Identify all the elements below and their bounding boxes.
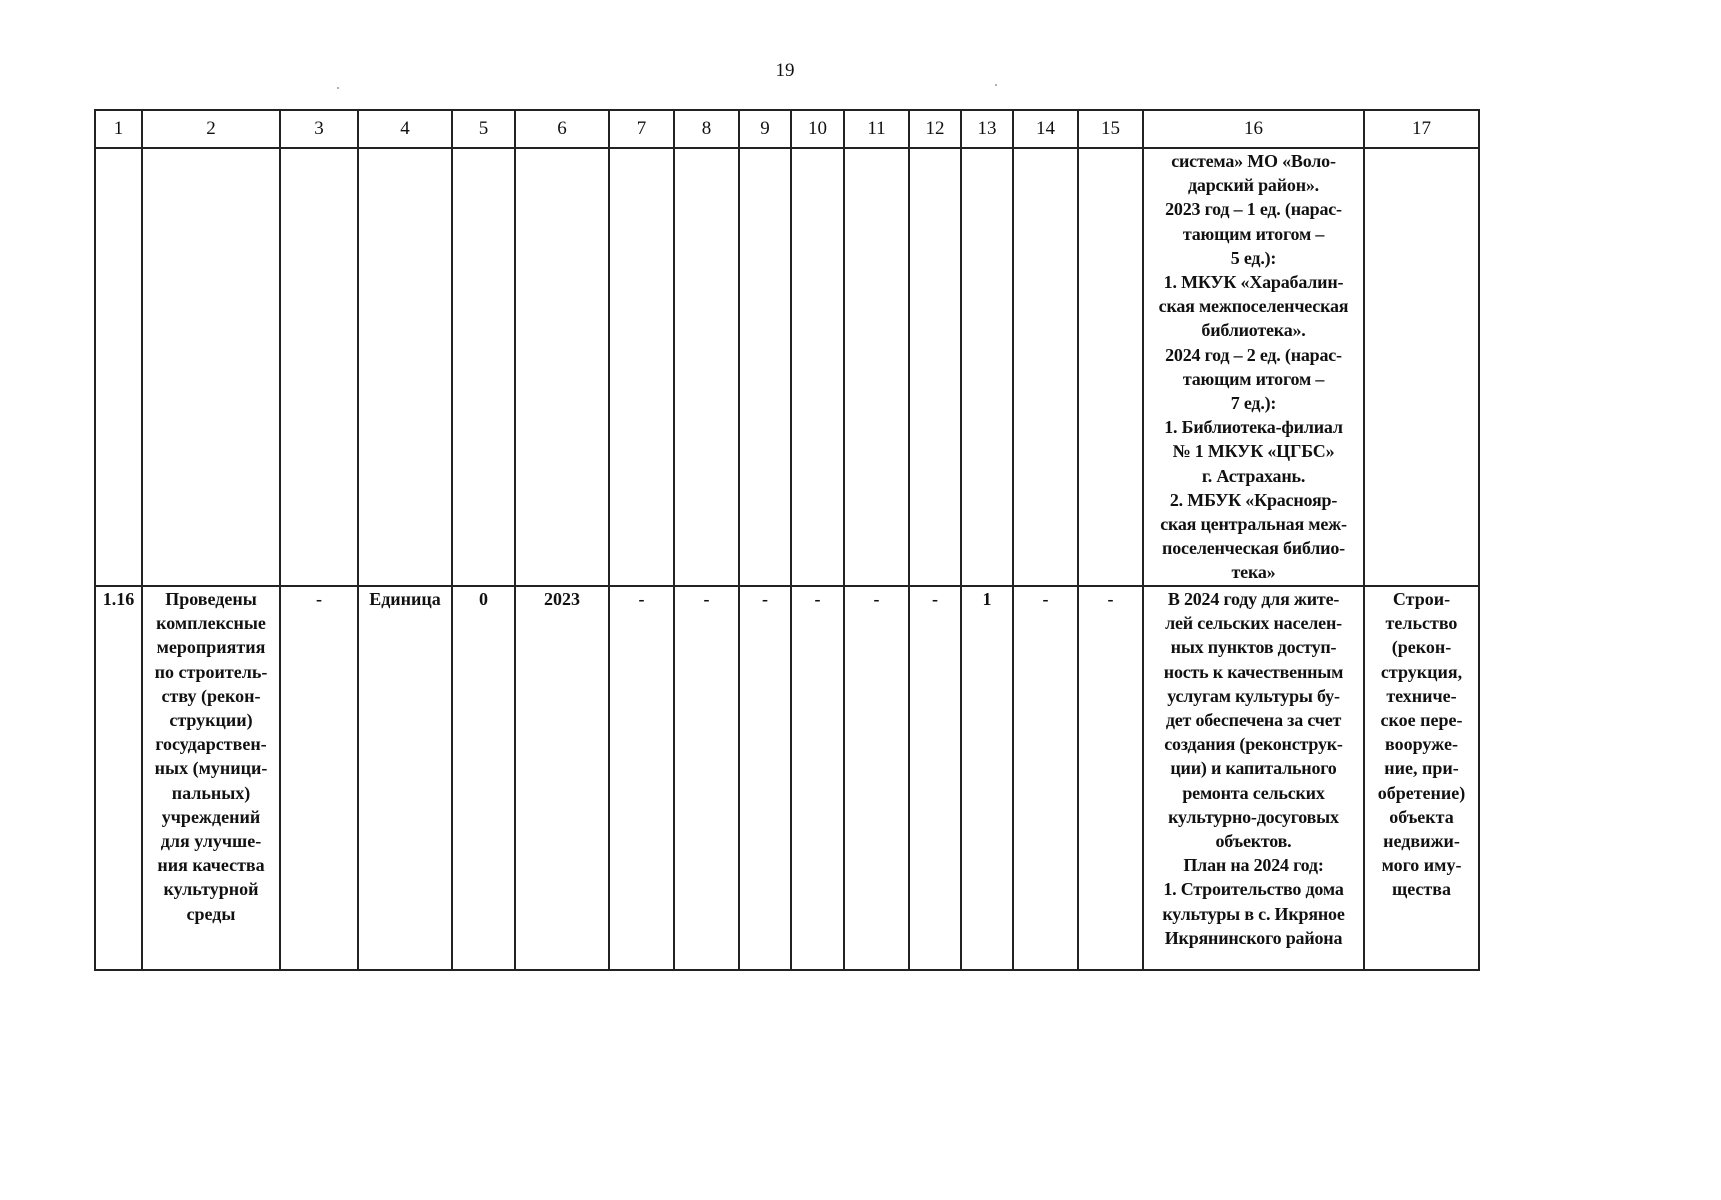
text-line: В 2024 году для жите- <box>1167 589 1340 609</box>
cell-empty <box>280 148 358 586</box>
header-cell-16: 16 <box>1143 110 1364 148</box>
text-line: создания (реконструк- <box>1164 734 1343 755</box>
cell-empty <box>1364 148 1479 586</box>
text-line: поселенческая библио- <box>1162 538 1345 559</box>
cell-empty <box>358 148 452 586</box>
text-line: ность к качественным <box>1163 661 1344 682</box>
header-cell-4: 4 <box>358 110 452 148</box>
unit-cell: Единица <box>358 586 452 970</box>
cell-empty <box>1013 148 1078 586</box>
text-line: для улучше- <box>160 831 262 852</box>
text-line: 5 ед.): <box>1230 247 1277 268</box>
text-line: струкции) <box>169 710 253 731</box>
header-cell-7: 7 <box>609 110 674 148</box>
text-line: лей сельских населен- <box>1165 613 1342 634</box>
text-line: тающим итогом – <box>1182 223 1325 244</box>
text-line: тельство <box>1385 613 1458 634</box>
page-number: 19 <box>775 60 795 81</box>
header-cell-2: 2 <box>142 110 280 148</box>
text-line: среды <box>186 903 236 924</box>
cell-empty <box>844 148 909 586</box>
text-line: мероприятия <box>156 637 266 658</box>
base-value-cell: 0 <box>452 586 515 970</box>
cell-empty <box>95 148 142 586</box>
text-line: Строи- <box>1392 589 1451 609</box>
text-line: План на 2024 год: <box>1183 855 1324 876</box>
text-line: г. Астрахань. <box>1201 465 1306 486</box>
header-cell-3: 3 <box>280 110 358 148</box>
cell-empty <box>961 148 1013 586</box>
text-line: ская межпоселенческая <box>1158 296 1349 317</box>
text-line: 2024 год – 2 ед. (нарас- <box>1165 344 1342 365</box>
text-line: система» МО «Воло- <box>1171 151 1336 171</box>
cell-col13: 1 <box>961 586 1013 970</box>
text-line: культуры в с. Икряное <box>1162 903 1345 924</box>
cell-empty <box>609 148 674 586</box>
text-line: ние, при- <box>1384 758 1459 779</box>
cell-col7: - <box>609 586 674 970</box>
text-line: тека» <box>1231 562 1276 583</box>
cell-empty <box>515 148 609 586</box>
header-cell-6: 6 <box>515 110 609 148</box>
text-line: ных пунктов доступ- <box>1170 637 1337 658</box>
cell-col8: - <box>674 586 739 970</box>
text-line: Икрянинского района <box>1164 927 1343 948</box>
text-line: ству (рекон- <box>161 685 261 706</box>
cell-empty <box>142 148 280 586</box>
text-line: услугам культуры бу- <box>1167 685 1340 706</box>
text-line: 1. Строительство дома <box>1163 879 1344 900</box>
text-line: 7 ед.): <box>1230 393 1277 414</box>
scan-speck <box>995 84 997 86</box>
text-line: библиотека». <box>1201 320 1306 341</box>
text-line: ская центральная меж- <box>1160 514 1347 535</box>
text-line: № 1 МКУК «ЦГБС» <box>1172 441 1335 462</box>
text-line: дет обеспечена за счет <box>1165 710 1342 731</box>
text-line: Проведены <box>165 589 257 609</box>
text-line: недвижи- <box>1383 831 1460 852</box>
text-line: тающим итогом – <box>1182 368 1325 389</box>
cell-col10: - <box>791 586 844 970</box>
text-line: ремонта сельских <box>1182 782 1325 803</box>
text-line: объектов. <box>1215 831 1292 852</box>
header-row <box>95 110 1479 148</box>
cell-col12: - <box>909 586 961 970</box>
text-line: учреждений <box>161 806 261 827</box>
continuation-description-cell <box>1143 148 1364 586</box>
header-cell-9: 9 <box>739 110 791 148</box>
text-line: мого иму- <box>1381 855 1462 876</box>
header-cell-14: 14 <box>1013 110 1078 148</box>
text-line: обретение) <box>1377 782 1466 803</box>
text-line: ское пере- <box>1380 710 1463 731</box>
text-line: дарский район». <box>1188 175 1319 196</box>
header-cell-5: 5 <box>452 110 515 148</box>
base-year-cell: 2023 <box>515 586 609 970</box>
header-cell-17: 17 <box>1364 110 1479 148</box>
text-line: 1. МКУК «Харабалин- <box>1163 272 1344 293</box>
text-line: комплексные <box>156 613 266 634</box>
header-cell-15: 15 <box>1078 110 1143 148</box>
activity-type-cell <box>1364 586 1479 970</box>
header-cell-8: 8 <box>674 110 739 148</box>
text-line: ции) и капитального <box>1170 758 1337 779</box>
header-cell-12: 12 <box>909 110 961 148</box>
header-cell-10: 10 <box>791 110 844 148</box>
text-line: государствен- <box>155 734 267 755</box>
scan-speck <box>337 87 339 89</box>
cell-empty <box>1078 148 1143 586</box>
cell-empty <box>739 148 791 586</box>
indicator-name-cell <box>142 586 280 970</box>
header-cell-1: 1 <box>95 110 142 148</box>
cell-col11: - <box>844 586 909 970</box>
cell-empty <box>674 148 739 586</box>
text-line: культурно-досуговых <box>1168 806 1339 827</box>
cell-empty <box>909 148 961 586</box>
table-row-1-16 <box>95 586 1479 970</box>
cell-col15: - <box>1078 586 1143 970</box>
text-line: по строитель- <box>154 661 268 682</box>
text-line: ния качества <box>157 855 265 876</box>
text-line: 2023 год – 1 ед. (нарас- <box>1165 199 1342 220</box>
cell-empty <box>452 148 515 586</box>
table-row-continuation <box>95 148 1479 586</box>
text-line: щества <box>1392 879 1451 900</box>
indicators-table <box>94 109 1480 971</box>
text-line: техниче- <box>1386 685 1457 706</box>
text-line: 1. Библиотека-филиал <box>1164 417 1343 438</box>
text-line: вооруже- <box>1385 734 1458 755</box>
cell-col3: - <box>280 586 358 970</box>
text-line: 2. МБУК «Краснояр- <box>1169 489 1338 510</box>
cell-empty <box>791 148 844 586</box>
text-line: культурной <box>163 879 259 900</box>
row-number-cell: 1.16 <box>95 586 142 970</box>
cell-col9: - <box>739 586 791 970</box>
text-line: объекта <box>1389 806 1454 827</box>
cell-col14: - <box>1013 586 1078 970</box>
description-cell <box>1143 586 1364 970</box>
text-line: (рекон- <box>1391 637 1452 658</box>
text-line: струкция, <box>1380 661 1463 682</box>
text-line: пальных) <box>171 782 251 803</box>
header-cell-11: 11 <box>844 110 909 148</box>
header-cell-13: 13 <box>961 110 1013 148</box>
text-line: ных (муници- <box>154 758 268 779</box>
